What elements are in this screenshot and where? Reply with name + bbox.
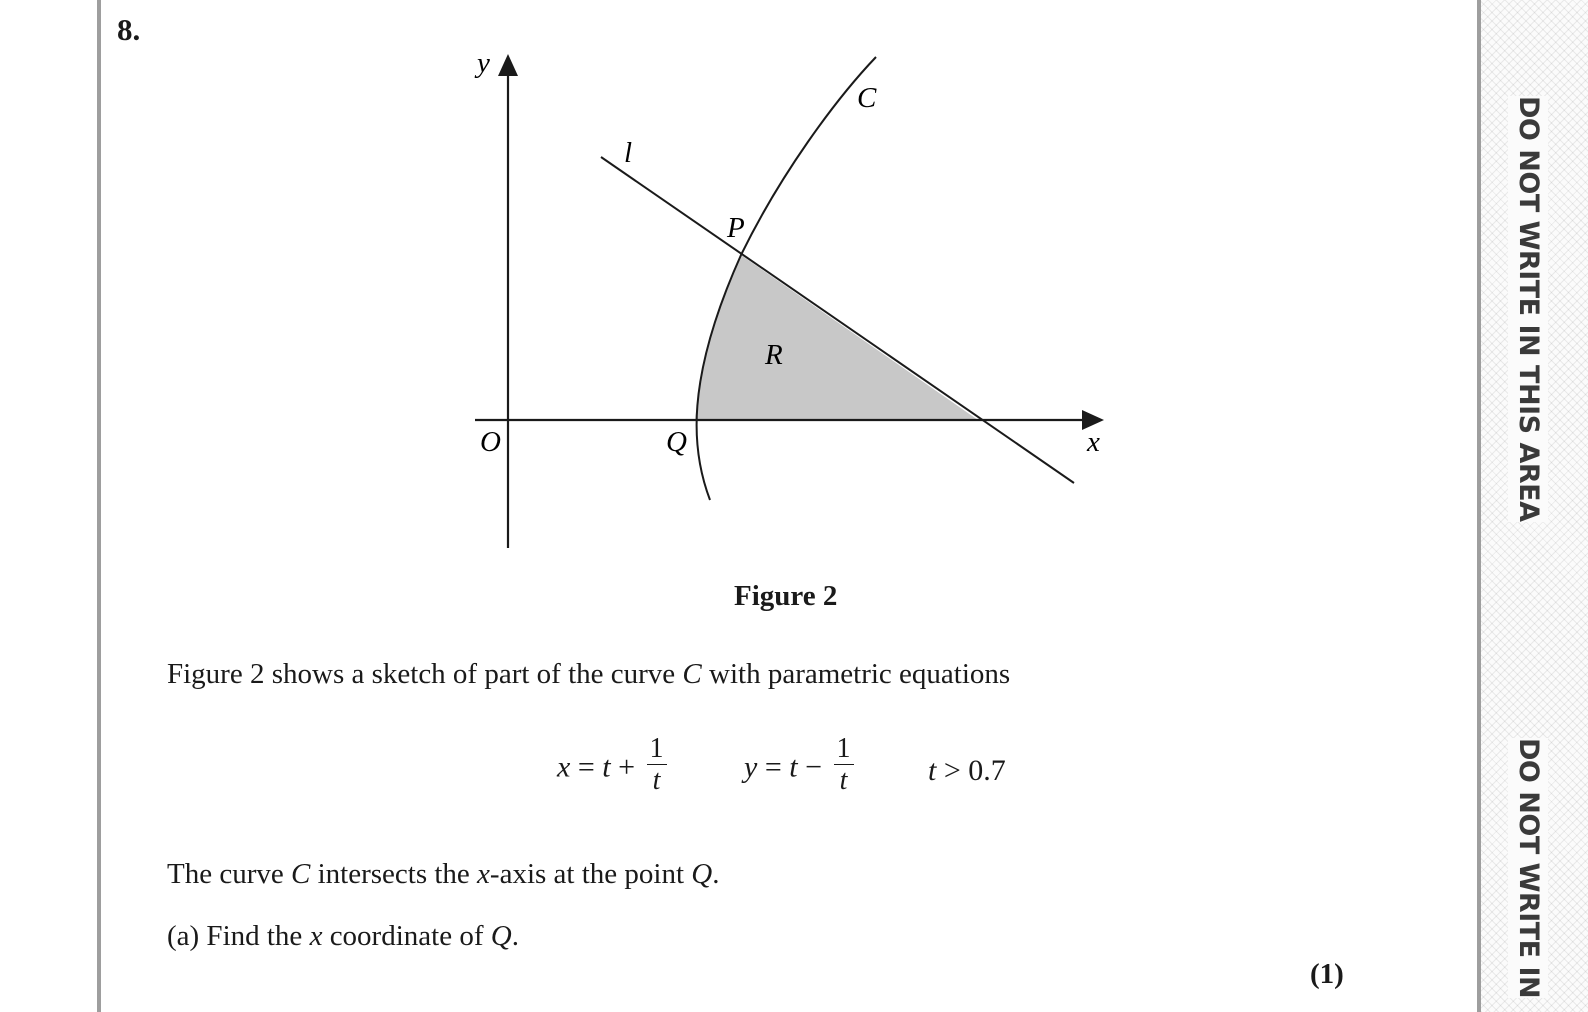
curve-c bbox=[697, 57, 876, 500]
label-c: C bbox=[857, 82, 877, 114]
marks-label: (1) bbox=[1310, 958, 1344, 990]
margin-warning-1: DO NOT WRITE IN THIS AREA bbox=[1508, 96, 1548, 522]
part-a-question: (a) Find the x coordinate of Q. bbox=[167, 920, 519, 952]
label-o: O bbox=[480, 426, 501, 458]
equation-condition: t > 0.7 bbox=[928, 754, 1006, 787]
label-l: l bbox=[624, 137, 633, 169]
question-number: 8. bbox=[117, 12, 141, 47]
y-axis-arrow bbox=[498, 54, 518, 76]
intro-paragraph: Figure 2 shows a sketch of part of the curve C with parametric equations bbox=[167, 658, 1011, 690]
margin-warning-2: DO NOT WRITE IN bbox=[1508, 738, 1548, 998]
label-y: y bbox=[477, 47, 490, 79]
equation-y: y = t − $\frac{1}{t}$ bbox=[744, 738, 858, 801]
region-r bbox=[695, 255, 978, 420]
equation-x: x = t + $\frac{1}{t}$ bbox=[557, 738, 671, 801]
label-x: x bbox=[1087, 426, 1100, 458]
label-r: R bbox=[765, 339, 783, 371]
figure-caption: Figure 2 bbox=[734, 580, 838, 612]
label-q: Q bbox=[666, 426, 687, 458]
label-p: P bbox=[727, 212, 745, 244]
intersection-paragraph: The curve C intersects the x-axis at the point Q. bbox=[167, 858, 720, 890]
